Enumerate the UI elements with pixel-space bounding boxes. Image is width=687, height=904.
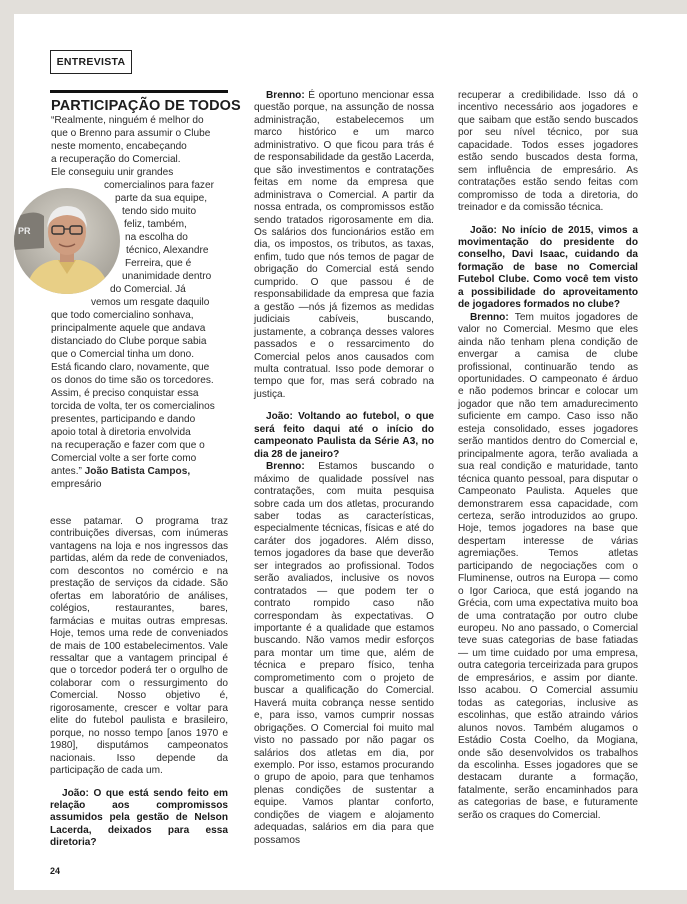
sidebar-line: os donos do time são os torcedores. bbox=[51, 375, 214, 386]
answer-text: É oportuno mencionar essa questão porque, na assunção de nossa administração, estabelecemos um marco histórico e um marco administrativo. O que ficou para trás é de responsabilidade da gestão Lacerda, que são investimentos e contratações feitas em nome da empresa que administrava o Comercial. A partir da nossa entrada, os compromissos estão sendo tratados rigorosamente em dia. Os salários dos funcionários estão em dia, os impostos, os tributos, as taxas, enfim, tudo que nós temos de pagar de obrigação do Comercial está sendo cumprido. O que passou é de responsabilidade da empresa que fazia a gestão —nós já fizemos as medidas judiciais cabíveis, buscando, justamente, a cobrança desses valores passados e o ressarcimento do Comercial pelos anos causados com multa contratual. Isso pode demorar o tempo que for, mas será cobrado na justiça. bbox=[254, 90, 434, 400]
question: João: O que está sendo feito em relação aos compromissos assumidos pela gestão de Nelson Lacerda, deixados para essa diretoria? bbox=[50, 787, 228, 849]
sidebar-line: Ele conseguiu unir grandes bbox=[51, 167, 174, 178]
article-column-2 bbox=[254, 90, 434, 847]
sidebar-line: Comercial volte a ser forte como bbox=[51, 453, 197, 464]
article-column-3 bbox=[458, 90, 638, 822]
sidebar-line: Ferreira, que é bbox=[125, 258, 192, 269]
sidebar-line: que o Comercial tinha um dono. bbox=[51, 349, 195, 360]
sidebar-line: parte da sua equipe, bbox=[115, 193, 208, 204]
sidebar-line: comercialinos para fazer bbox=[104, 180, 214, 191]
sidebar-line: torcida de volta, ter os comercialinos bbox=[51, 401, 215, 412]
sidebar-line: feliz, também, bbox=[124, 219, 187, 230]
sidebar-line: “Realmente, ninguém é melhor do bbox=[51, 115, 204, 126]
page-number: 24 bbox=[50, 866, 61, 876]
paragraph: recuperar a credibilidade. Isso dá o incentivo necessário aos jogadores e que saibam que estão sendo buscados por seu nível técnico, por sua capacidade. Todos esses jogadores estão sendo buscados desta forma, sem influência de empresário. As contratações estão sendo feitas com compromisso de toda a diretoria, do treinador e da comissão técnica. bbox=[458, 90, 638, 214]
sidebar-line: distanciado do Clube porque sabia bbox=[51, 336, 207, 347]
sidebar-line: na recuperação e fazer com que o bbox=[51, 440, 205, 451]
sidebar-line: principalmente aquele que andava bbox=[51, 323, 206, 334]
sidebar-line: que todo comercialino sonhava, bbox=[51, 310, 194, 321]
quote-author-role: empresário bbox=[51, 479, 102, 490]
sidebar-line: vemos um resgate daquilo bbox=[91, 297, 210, 308]
answer-text: Tem muitos jogadores de valor no Comercial. Mesmo que eles ainda não tenham plena condição de envergar a camisa de clube profissional, continuarão tendo as oportunidades. O campeonato é árduo e não podemos brincar e colocar um jogador que não tem amadurecimento suficiente em campo. Caso isso não esteja consolidado, esses jogadores serão mantidos dentro do Comercial e, principalmente agora, terão avaliada a sua real condição e maturidade, tanto técnica quanto pessoal, para disputar o Campeonato Paulista. Aqueles que demonstrarem essa capacidade, com certeza, serão introduzidos ao grupo. Hoje, temos jogadores na base que despertam interesse de várias agremiações. Temos atletas participando de negociações com o Fluminense, outros na Europa — como o Igor Carioca, que está jogando na Grécia, com uma expectativa muito boa de uma contratação por outro clube europeu. No ano passado, o Comercial teve suas categorias de base fatiadas — um time cuidado por uma empresa, outra categoria terceirizada para grupos de empresários, e assim por diante. Isso acabou. O Comercial assumiu todas as categorias, inclusive as escolinhas, que estão atraindo vários alunos novos. Também alugamos o Estádio Costa Coelho, da Mogiana, onde são desenvolvidos os trabalhos da escolinha. Esses jogadores que se destacam durante a formação, fatalmente, serão encaminhados para as categorias de base, e futuramente serão os craques do Comercial. bbox=[458, 311, 638, 821]
sidebar-line: neste momento, encabeçando bbox=[51, 141, 187, 152]
sidebar-line: tendo sido muito bbox=[122, 206, 197, 217]
speaker-label: Brenno: bbox=[266, 461, 305, 473]
article-column-1 bbox=[50, 516, 228, 850]
speaker-label: Brenno: bbox=[266, 90, 305, 101]
sidebar-line: do Comercial. Já bbox=[110, 284, 186, 295]
sidebar-line: antes.” João Batista Campos, bbox=[51, 466, 191, 477]
sidebar-title: PARTICIPAÇÃO DE TODOS bbox=[51, 98, 241, 114]
svg-text:PR: PR bbox=[18, 226, 31, 236]
sidebar-line: presentes, participando e dando bbox=[51, 414, 196, 425]
sidebar-line: apoio total à diretoria envolvida bbox=[51, 427, 191, 438]
sidebar-line: unanimidade dentro bbox=[122, 271, 212, 282]
section-tag: ENTREVISTA bbox=[50, 50, 132, 74]
quote-author: João Batista Campos, bbox=[84, 466, 191, 477]
interviewee-photo bbox=[14, 188, 120, 294]
sidebar-line: a recuperação do Comercial. bbox=[51, 154, 181, 165]
answer-text: Estamos buscando o máximo de qualidade possível nas contratações, com muita pesquisa sobre cada um dos atletas, procurando saber todas as características, especialmente técnicas, físicas e até do caráter dos jogadores. Além disso, temos jogadores da base que deverão ser integrados ao profissional. Todos serão avaliados, inclusive os novos contratados — que podem ter o contrato rompido caso não correspondam às expectativas. O importante é a qualidade que estamos buscando. Não vamos medir esforços para montar um time que, além de técnica e preparo físico, tenha comprometimento com o projeto de buscar a qualificação do Comercial. Haverá muita cobrança nesse sentido e, para isso, vamos cumprir nossas obrigações. O Comercial foi muito mal visto no passado por não pagar os salários dos atletas em dia, por exemplo. Por isso, estamos procurando o grupo de apoio, para que tenhamos plenas condições de sustentar a equipe. Vamos plantar conforto, condições de viagem e alojamento adequadas, salários em dia para que possamos bbox=[254, 461, 434, 846]
answer-paragraph bbox=[254, 461, 434, 847]
answer-paragraph bbox=[458, 312, 638, 823]
sidebar-line: na escolha do bbox=[125, 232, 188, 243]
sidebar-line: Assim, é preciso conquistar essa bbox=[51, 388, 199, 399]
sidebar-line: que o Brenno para assumir o Clube bbox=[51, 128, 211, 139]
paragraph: esse patamar. O programa traz contribuições diversas, com inúmeras vantagens na loja e nos ingressos das partidas, além da rede de conveniados, com descontos no comércio e na prestação de serviços da cidade. São ofertas em laboratório de análises, colégios, restaurantes, bares, farmácias e muitas outras empresas. Hoje, temos uma rede de conveniados de mais de 100 estabelecimentos. Vale ressaltar que a vantagem principal é que o torcedor poderá ter o orgulho de colaborar com o ressurgimento do Comercial. Nosso objetivo é, rigorosamente, crescer e voltar para elite do futebol paulista e brasileiro, porque, no nosso tempo [anos 1970 e 1980], disputámos campeonatos nacionais. Isso depende da participação de cada um. bbox=[50, 516, 228, 777]
sidebar-line: Está ficando claro, novamente, que bbox=[51, 362, 210, 373]
sidebar-rule bbox=[50, 90, 228, 93]
sidebar-line: técnico, Alexandre bbox=[126, 245, 209, 256]
speaker-label: Brenno: bbox=[470, 311, 509, 323]
question: João: Voltando ao futebol, o que será feito daqui até o início do campeonato Paulista da Série A3, no dia 28 de janeiro? bbox=[254, 411, 434, 460]
question: João: No início de 2015, vimos a movimentação do presidente do conselho, Davi Isaac, cuidando da formação de base no Comercial Futebol Clube. Como você tem visto a possibilidade do aproveitamento de jogadores formados no clube? bbox=[458, 224, 638, 311]
answer-paragraph bbox=[254, 90, 434, 401]
